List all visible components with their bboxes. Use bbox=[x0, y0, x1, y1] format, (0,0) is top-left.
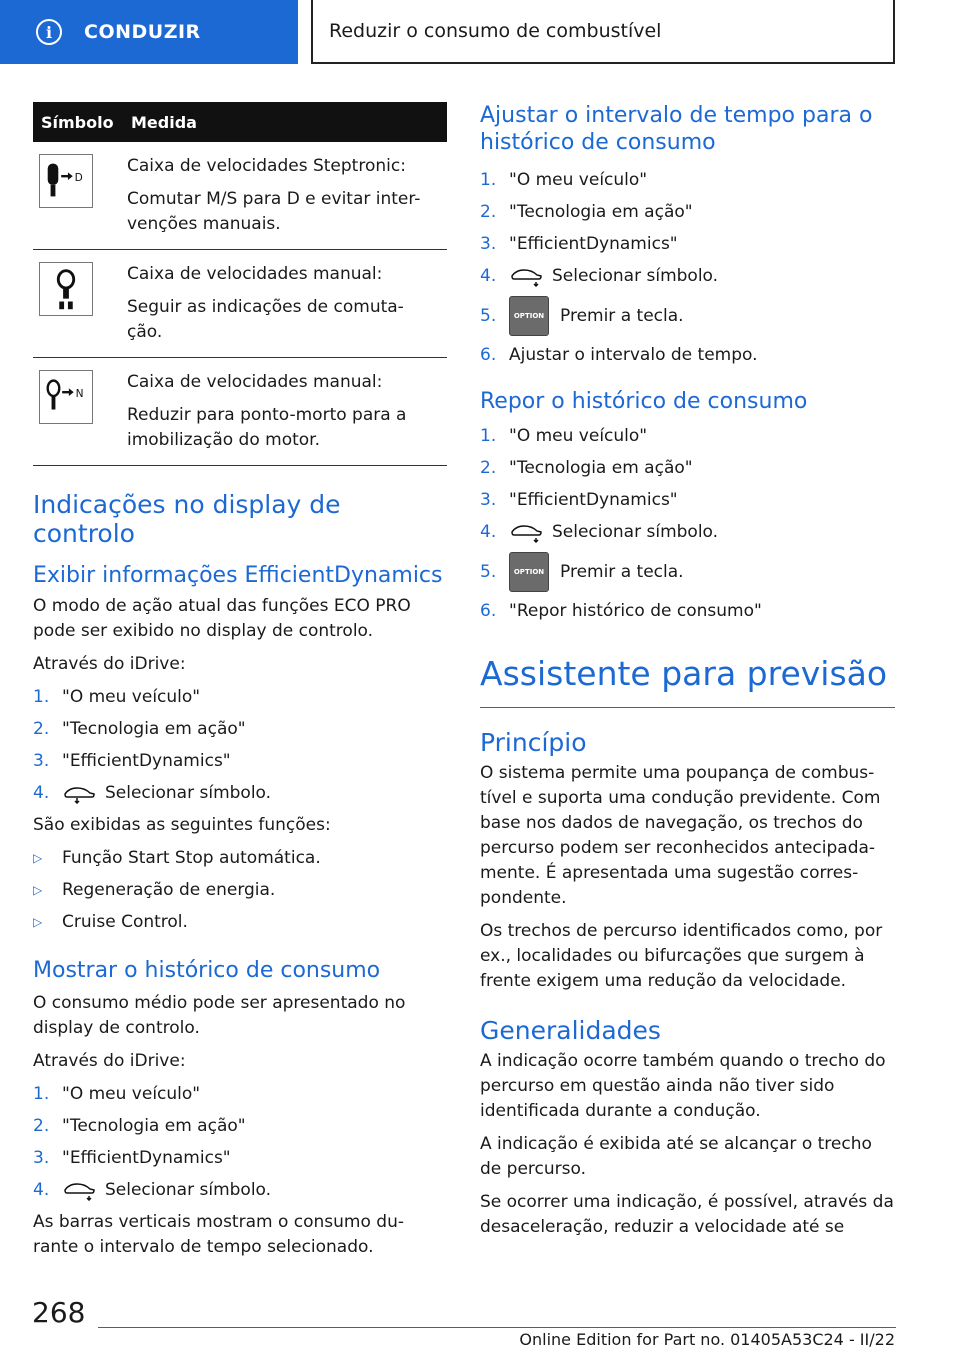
list-item: 5. OPTION Premir a tecla. bbox=[480, 552, 895, 592]
list-item: 2. "Tecnologia em ação" bbox=[33, 1116, 246, 1136]
paragraph-barras: As barras verticais mostram o consumo du-rante o intervalo de tempo selecionado. bbox=[33, 1212, 404, 1257]
table-cell-text: Caixa de velocidades manual: bbox=[127, 372, 383, 392]
heading-repor: Repor o histórico de consumo bbox=[480, 389, 808, 414]
list-item: 1. "O meu veículo" bbox=[480, 170, 648, 190]
list-item: 4. Selecionar símbolo. bbox=[480, 266, 719, 286]
option-key-icon: OPTION bbox=[509, 552, 549, 592]
page-number: 268 bbox=[32, 1296, 86, 1329]
table-cell-text: Caixa de velocidades Steptronic: bbox=[127, 156, 406, 176]
heading-mostrar: Mostrar o histórico de consumo bbox=[33, 958, 381, 983]
car-eco-icon bbox=[62, 784, 98, 804]
page-header-title: Reduzir o consumo de combustível bbox=[311, 0, 895, 64]
paragraph-generalidades-2: A indicação é exibida até se alcançar o trecho de percurso. bbox=[480, 1134, 872, 1179]
list-item: 2. "Tecnologia em ação" bbox=[33, 719, 246, 739]
steps-list-ajustar bbox=[480, 168, 895, 368]
left-column bbox=[33, 102, 447, 1260]
footer-divider bbox=[98, 1327, 896, 1328]
list-item: 1. "O meu veículo" bbox=[33, 1084, 201, 1104]
steps-list-mostrar bbox=[33, 1082, 447, 1203]
list-item: ▷ Cruise Control. bbox=[33, 912, 188, 932]
info-icon: i bbox=[36, 19, 62, 45]
heading-principio: Princípio bbox=[480, 728, 587, 757]
svg-text:N: N bbox=[75, 388, 84, 400]
table-cell-text: Comutar M/S para D e evitar inter-venções manuais. bbox=[127, 189, 421, 234]
list-item: 6. Ajustar o intervalo de tempo. bbox=[480, 345, 758, 365]
right-column bbox=[480, 102, 895, 1240]
list-item: 2. "Tecnologia em ação" bbox=[480, 202, 693, 222]
gear-lever-d-icon bbox=[39, 154, 93, 208]
paragraph-mostrar: O consumo médio pode ser apresentado no display de controlo. bbox=[33, 993, 406, 1038]
table-cell-text: Reduzir para ponto-morto para a imobilização do motor. bbox=[127, 405, 407, 450]
list-item: 4. Selecionar símbolo. bbox=[33, 1180, 272, 1200]
paragraph-shown: São exibidas as seguintes funções: bbox=[33, 815, 331, 835]
list-item: 3. "EfficientDynamics" bbox=[33, 751, 231, 771]
bullet-list-functions bbox=[33, 846, 447, 935]
heading-display: Indicações no display de controlo bbox=[33, 490, 341, 548]
list-item: ▷ Função Start Stop automática. bbox=[33, 848, 321, 868]
table-row bbox=[33, 358, 447, 466]
list-item: 6. "Repor histórico de consumo" bbox=[480, 601, 762, 621]
table-row bbox=[33, 250, 447, 358]
car-history-icon bbox=[509, 523, 545, 543]
section-label: CONDUZIR bbox=[84, 21, 201, 43]
symbol-measure-table bbox=[33, 102, 447, 466]
paragraph-generalidades-1: A indicação ocorre também quando o trecho do percurso em questão ainda não tiver sido identificada durante a condução. bbox=[480, 1051, 886, 1121]
car-history-icon bbox=[509, 267, 545, 287]
column-header-measure: Medida bbox=[123, 102, 447, 142]
list-item: 4. Selecionar símbolo. bbox=[480, 522, 719, 542]
list-item: 5. OPTION Premir a tecla. bbox=[480, 296, 895, 336]
paragraph-exibir: O modo de ação atual das funções ECO PRO pode ser exibido no display de controlo. bbox=[33, 596, 411, 641]
car-history-icon bbox=[62, 1181, 98, 1201]
paragraph-principio-2: Os trechos de percurso identificados como, por ex., localidades ou bifurcações que surgem à frente exigem uma redução da velocidade. bbox=[480, 921, 883, 991]
paragraph-generalidades-3: Se ocorrer uma indicação, é possível, através da desaceleração, reduzir a velocidade até se bbox=[480, 1192, 894, 1237]
paragraph-idrive: Através do iDrive: bbox=[33, 654, 186, 674]
footer-edition: Online Edition for Part no. 01405A53C24 - II/22 bbox=[519, 1330, 895, 1349]
table-row bbox=[33, 142, 447, 250]
list-item: 3. "EfficientDynamics" bbox=[480, 490, 678, 510]
list-item: 2. "Tecnologia em ação" bbox=[480, 458, 693, 478]
gear-lever-n-icon bbox=[39, 370, 93, 424]
list-item: 1. "O meu veículo" bbox=[480, 426, 648, 446]
section-tab bbox=[0, 0, 298, 64]
list-item: 4. Selecionar símbolo. bbox=[33, 783, 272, 803]
steps-list-exibir bbox=[33, 685, 447, 806]
heading-exibir: Exibir informações EfficientDynamics bbox=[33, 563, 443, 588]
steps-list-repor bbox=[480, 424, 895, 624]
svg-text:D: D bbox=[74, 172, 83, 184]
heading-assistente: Assistente para previsão bbox=[480, 654, 895, 708]
column-header-symbol: Símbolo bbox=[33, 102, 123, 142]
list-item: ▷ Regeneração de energia. bbox=[33, 880, 276, 900]
gear-lever-icon bbox=[39, 262, 93, 316]
paragraph-idrive-2: Através do iDrive: bbox=[33, 1051, 186, 1071]
heading-generalidades: Generalidades bbox=[480, 1016, 661, 1045]
paragraph-principio-1: O sistema permite uma poupança de combus-tível e suporta uma condução previdente. Com base nos dados de navegação, os trechos do percurso podem ser reconhecidos antecipada-mente. É apresentada uma sugestão corres-pondente. bbox=[480, 763, 881, 908]
list-item: 3. "EfficientDynamics" bbox=[480, 234, 678, 254]
table-cell-text: Seguir as indicações de comuta-ção. bbox=[127, 297, 404, 342]
heading-ajustar: Ajustar o intervalo de tempo para o histórico de consumo bbox=[480, 103, 873, 155]
option-key-icon: OPTION bbox=[509, 296, 549, 336]
list-item: 1. "O meu veículo" bbox=[33, 687, 201, 707]
table-cell-text: Caixa de velocidades manual: bbox=[127, 264, 383, 284]
list-item: 3. "EfficientDynamics" bbox=[33, 1148, 231, 1168]
